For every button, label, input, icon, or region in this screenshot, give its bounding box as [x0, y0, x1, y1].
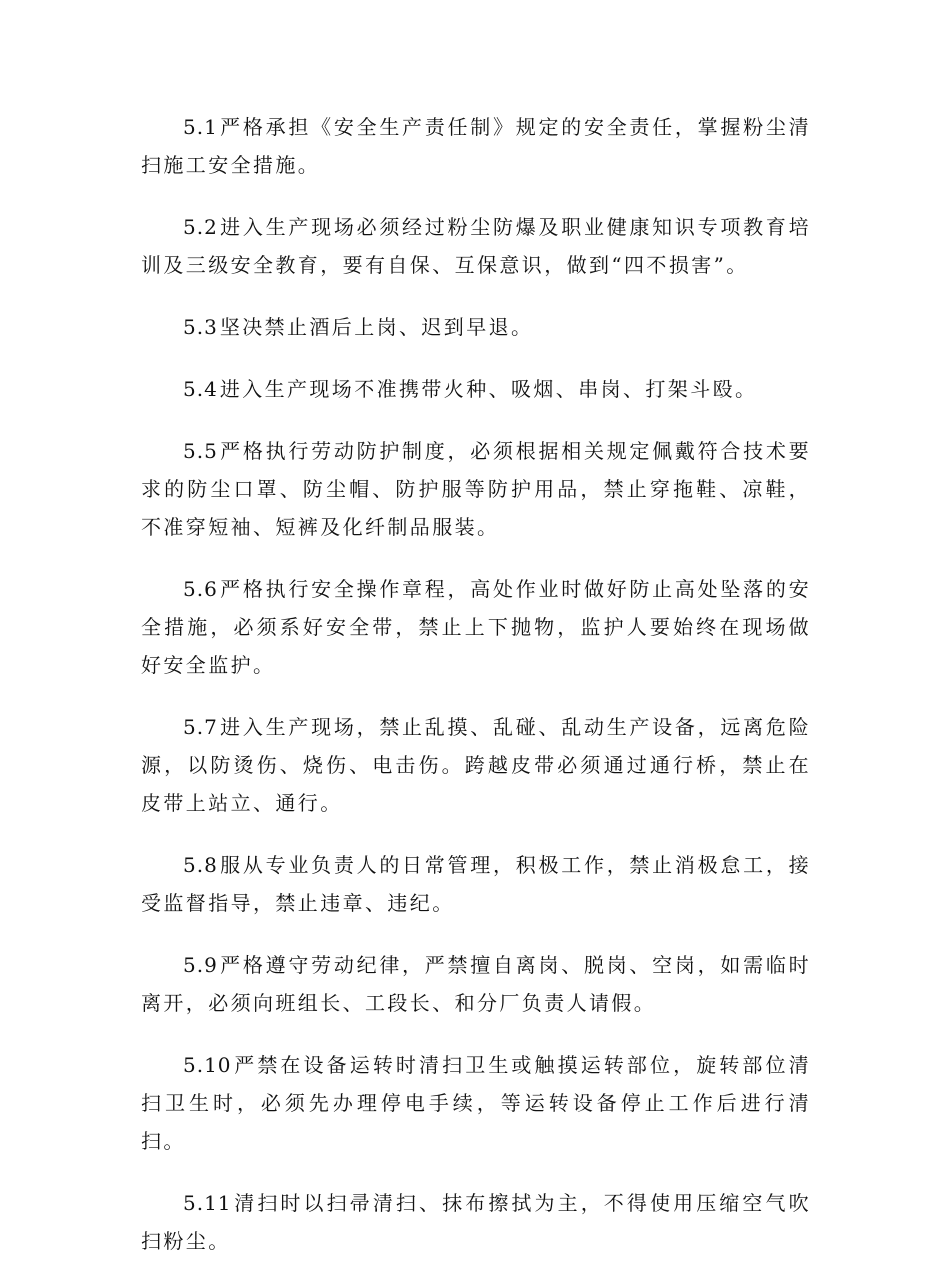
clause-number: 5.6 [183, 577, 218, 601]
document-body [141, 108, 811, 1284]
clause-number: 5.11 [183, 1191, 232, 1215]
paragraph-5-4 [141, 370, 811, 408]
clause-text: 严格执行劳动防护制度，必须根据相关规定佩戴符合技术要求的防尘口罩、防尘帽、防护服等防护用品，禁止穿拖鞋、凉鞋，不准穿短袖、短裤及化纤制品服装。 [141, 439, 811, 539]
paragraph-5-10 [141, 1046, 811, 1160]
clause-text: 严格执行安全操作章程，高处作业时做好防止高处坠落的安全措施，必须系好安全带，禁止上下抛物，监护人要始终在现场做好安全监护。 [141, 577, 811, 677]
clause-text: 严禁在设备运转时清扫卫生或触摸运转部位，旋转部位清扫卫生时，必须先办理停电手续，等运转设备停止工作后进行清扫。 [141, 1053, 811, 1153]
paragraph-5-6 [141, 570, 811, 684]
paragraph-5-11 [141, 1184, 811, 1260]
clause-number: 5.7 [183, 715, 218, 739]
clause-number: 5.5 [183, 439, 218, 463]
clause-number: 5.8 [183, 853, 218, 877]
paragraph-5-8 [141, 846, 811, 922]
clause-number: 5.4 [183, 377, 218, 401]
clause-text: 进入生产现场，禁止乱摸、乱碰、乱动生产设备，远离危险源，以防烫伤、烧伤、电击伤。跨越皮带必须通过通行桥，禁止在皮带上站立、通行。 [141, 715, 811, 815]
paragraph-5-2 [141, 208, 811, 284]
paragraph-5-7 [141, 708, 811, 822]
clause-text: 进入生产现场不准携带火种、吸烟、串岗、打架斗殴。 [219, 377, 758, 401]
clause-text: 严格遵守劳动纪律，严禁擅自离岗、脱岗、空岗，如需临时离开，必须向班组长、工段长、和分厂负责人请假。 [141, 953, 811, 1015]
clause-text: 严格承担《安全生产责任制》规定的安全责任，掌握粉尘清扫施工安全措施。 [141, 115, 811, 177]
paragraph-5-9 [141, 946, 811, 1022]
clause-text: 坚决禁止酒后上岗、迟到早退。 [219, 315, 534, 339]
paragraph-5-1 [141, 108, 811, 184]
paragraph-5-5 [141, 432, 811, 546]
clause-number: 5.3 [183, 315, 218, 339]
clause-number: 5.1 [183, 115, 218, 139]
paragraph-5-3 [141, 308, 811, 346]
clause-text: 进入生产现场必须经过粉尘防爆及职业健康知识专项教育培训及三级安全教育，要有自保、互保意识，做到“四不损害”。 [141, 215, 811, 277]
clause-number: 5.10 [183, 1053, 232, 1077]
clause-text: 服从专业负责人的日常管理，积极工作，禁止消极怠工，接受监督指导，禁止违章、违纪。 [141, 853, 811, 915]
clause-number: 5.2 [183, 215, 218, 239]
clause-text: 清扫时以扫帚清扫、抹布擦拭为主，不得使用压缩空气吹扫粉尘。 [141, 1191, 811, 1253]
clause-number: 5.9 [183, 953, 218, 977]
